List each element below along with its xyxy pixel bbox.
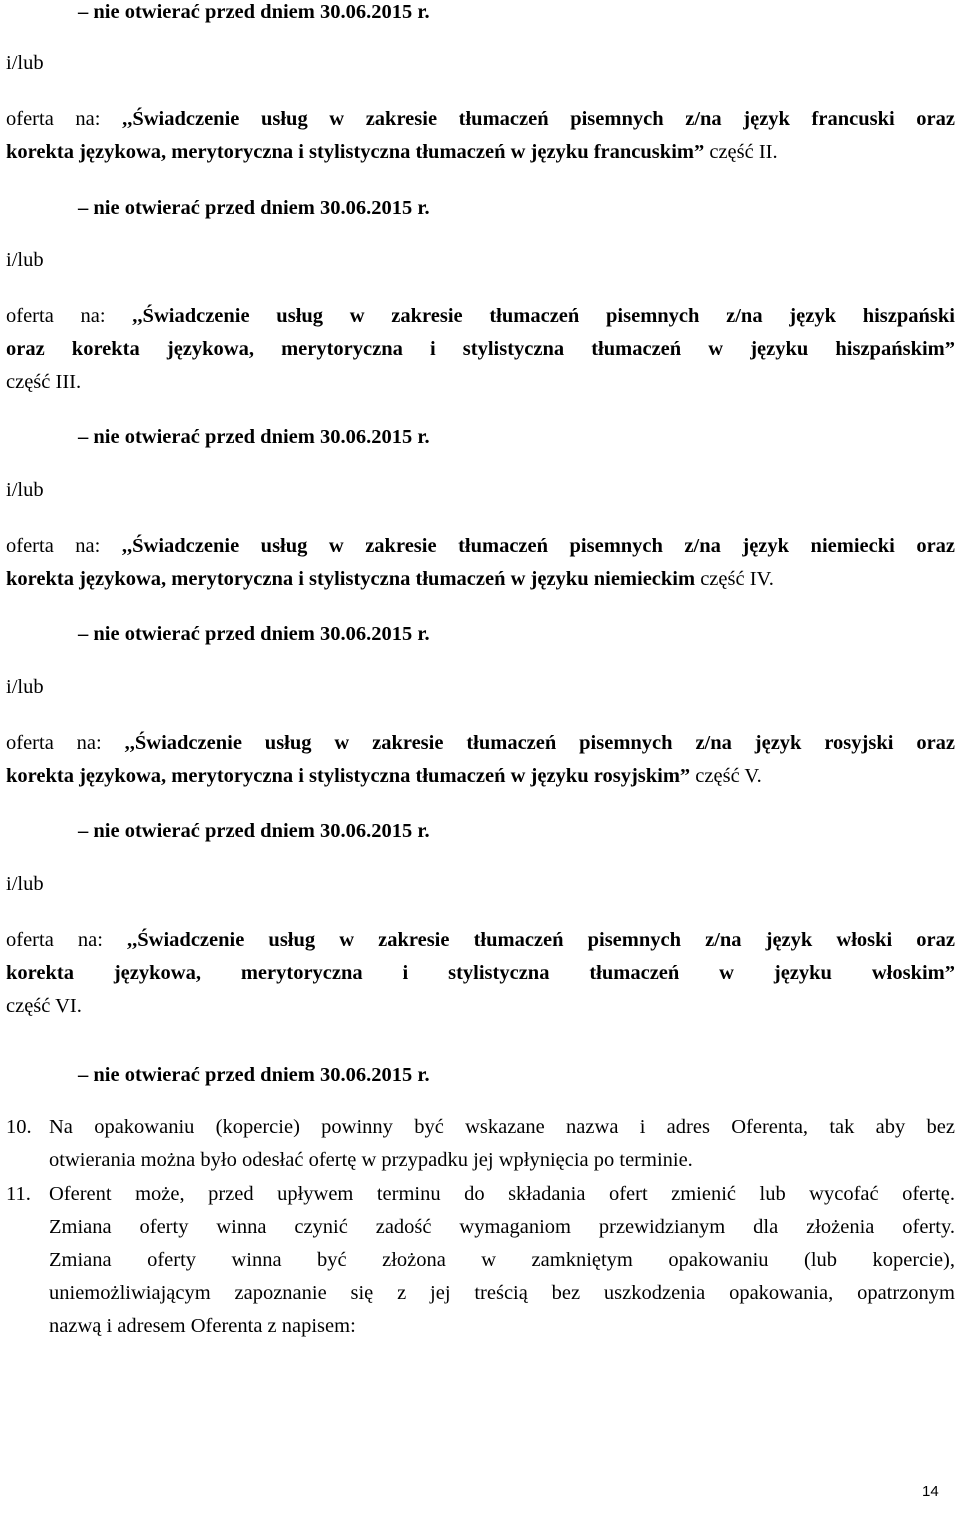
offer-title-part2: oraz korekta językowa, merytoryczna i stylistyczna tłumaczeń w języku hiszpańskim	[6, 338, 945, 360]
offer-part: część II.	[709, 141, 778, 163]
offer-label: oferta na:	[6, 108, 101, 130]
quote-open: ,,	[132, 305, 143, 327]
point-number: 11.	[6, 1183, 31, 1205]
offer-part: część VI.	[6, 995, 82, 1017]
offer-label: oferta na:	[6, 305, 106, 327]
deadline-notice: – nie otwierać przed dniem 30.06.2015 r.	[78, 197, 430, 219]
offer-title-text	[127, 929, 955, 951]
offer-title-text	[132, 305, 955, 327]
deadline-notice: – nie otwierać przed dniem 30.06.2015 r.	[78, 820, 430, 842]
offer-title-line	[6, 304, 955, 328]
offer-title-text	[6, 962, 955, 984]
quote-close: ”	[944, 962, 955, 984]
point-text-line: Zmiana oferty winna być złożona w zamkniętym opakowaniu (lub kopercie),	[49, 1249, 955, 1271]
offer-title-part1: Świadczenie usług w zakresie tłumaczeń pisemnych z/na język rosyjski oraz	[134, 732, 956, 754]
offer-title-part1: Świadczenie usług w zakresie tłumaczeń pisemnych z/na język hiszpański	[142, 305, 956, 327]
quote-open: ,,	[124, 732, 135, 754]
offer-title-part1: Świadczenie usług w zakresie tłumaczeń pisemnych z/na język francuski oraz	[132, 108, 956, 130]
offer-title-line	[6, 337, 955, 361]
quote-open: ,,	[122, 108, 133, 130]
deadline-notice: – nie otwierać przed dniem 30.06.2015 r.	[78, 623, 430, 645]
offer-title-line	[6, 567, 774, 591]
offer-title-text	[122, 108, 955, 130]
deadline-notice: – nie otwierać przed dniem 30.06.2015 r.	[78, 426, 430, 448]
point-text-line: uniemożliwiającym zapoznanie się z jej treścią bez uszkodzenia opakowania, opatrzonym	[49, 1282, 955, 1304]
quote-open: ,,	[127, 929, 138, 951]
separator-and-or: i/lub	[6, 676, 44, 698]
quote-close: ”	[944, 338, 955, 360]
offer-title-part1: Świadczenie usług w zakresie tłumaczeń pisemnych z/na język włoski oraz	[137, 929, 956, 951]
quote-close: ”	[693, 141, 705, 163]
offer-title-text	[125, 732, 955, 754]
deadline-notice: – nie otwierać przed dniem 30.06.2015 r.	[78, 1, 430, 23]
point-text-line: nazwą i adresem Oferenta z napisem:	[49, 1315, 356, 1337]
offer-part: część III.	[6, 371, 82, 393]
point-text-line: Zmiana oferty winna czynić zadość wymaganiom przewidzianym dla złożenia oferty.	[49, 1216, 955, 1238]
offer-title-part2: korekta językowa, merytoryczna i stylistyczna tłumaczeń w języku włoskim	[6, 962, 945, 984]
separator-and-or: i/lub	[6, 249, 44, 271]
offer-title-line	[6, 534, 955, 558]
offer-label: oferta na:	[6, 535, 101, 557]
quote-close: ”	[679, 765, 691, 787]
offer-title-part2: korekta językowa, merytoryczna i stylistyczna tłumaczeń w języku francuskim	[6, 141, 694, 163]
point-text-line: otwierania można było odesłać ofertę w przypadku jej wpłynięcia po terminie.	[49, 1149, 693, 1171]
offer-title-part1: Świadczenie usług w zakresie tłumaczeń pisemnych z/na język niemiecki oraz	[132, 535, 956, 557]
offer-title-line	[6, 731, 955, 755]
offer-label: oferta na:	[6, 732, 102, 754]
deadline-notice: – nie otwierać przed dniem 30.06.2015 r.	[78, 1064, 430, 1086]
point-text-line: Oferent może, przed upływem terminu do składania ofert zmienić lub wycofać ofertę.	[49, 1183, 955, 1205]
separator-and-or: i/lub	[6, 479, 44, 501]
offer-part: część IV.	[700, 568, 774, 590]
offer-title-line	[6, 961, 955, 985]
page-number: 14	[922, 1483, 939, 1500]
offer-title-text	[6, 338, 955, 360]
offer-title-line	[6, 140, 778, 164]
offer-title-part2: korekta językowa, merytoryczna i stylistyczna tłumaczeń w języku rosyjskim	[6, 765, 680, 787]
offer-part: część V.	[695, 765, 762, 787]
quote-open: ,,	[121, 535, 133, 557]
offer-title-line	[6, 764, 762, 788]
offer-title-part2: korekta językowa, merytoryczna i stylistyczna tłumaczeń w języku niemieckim	[6, 568, 696, 590]
separator-and-or: i/lub	[6, 873, 44, 895]
separator-and-or: i/lub	[6, 52, 44, 74]
point-number: 10.	[6, 1116, 32, 1138]
offer-title-line	[6, 928, 955, 952]
offer-label: oferta na:	[6, 929, 103, 951]
point-text-line: Na opakowaniu (kopercie) powinny być wskazane nazwa i adres Oferenta, tak aby bez	[49, 1116, 955, 1138]
offer-title-text	[122, 535, 955, 557]
offer-title-line	[6, 107, 955, 131]
